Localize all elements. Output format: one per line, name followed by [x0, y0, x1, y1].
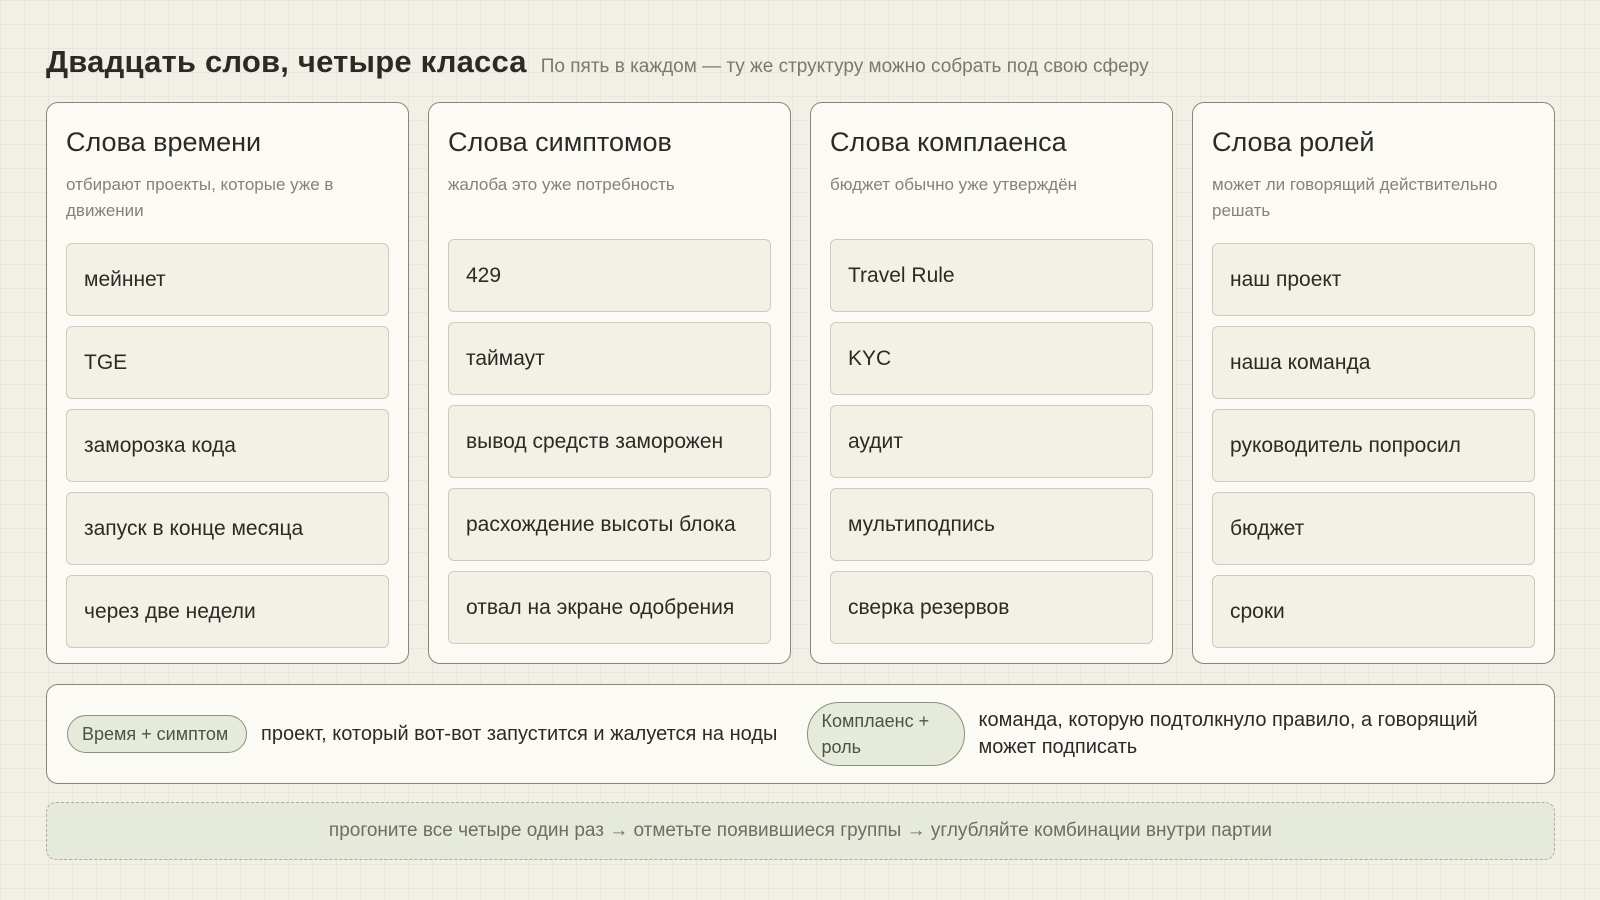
column-compliance — [810, 102, 1173, 664]
column-title: Слова комплаенса — [830, 127, 1067, 157]
combo-tag: Время + симптом — [67, 715, 247, 753]
column-title: Слова симптомов — [448, 127, 672, 157]
column-description: жалоба это уже потребность — [448, 175, 675, 194]
word-card[interactable]: KYC — [830, 322, 1153, 395]
word-card[interactable]: вывод средств заморожен — [448, 405, 771, 478]
combinations-panel — [46, 684, 1555, 784]
instruction-text: прогоните все четыре один раз → отметьте появившиеся группы → углубляйте комбинации внутри партии — [328, 820, 1273, 841]
instruction-banner — [46, 802, 1555, 860]
word-card[interactable]: сроки — [1212, 575, 1535, 648]
page-subtitle: По пять в каждом — ту же структуру можно собрать под свою сферу — [540, 56, 1149, 77]
page-header — [46, 44, 1149, 80]
word-card[interactable]: TGE — [66, 326, 389, 399]
column-description: может ли говорящий действительно решать — [1212, 175, 1498, 220]
word-card[interactable]: сверка резервов — [830, 571, 1153, 644]
word-list — [448, 239, 771, 644]
word-card[interactable]: через две недели — [66, 575, 389, 648]
word-card[interactable]: руководитель попросил — [1212, 409, 1535, 482]
column-description: отбирают проекты, которые уже в движении — [66, 175, 334, 220]
column-title: Слова времени — [66, 127, 262, 157]
combo-time-symptom — [67, 715, 795, 753]
word-card[interactable]: наша команда — [1212, 326, 1535, 399]
word-card[interactable]: наш проект — [1212, 243, 1535, 316]
word-list — [1212, 243, 1535, 648]
word-card[interactable]: мультиподпись — [830, 488, 1153, 561]
word-card[interactable]: аудит — [830, 405, 1153, 478]
word-class-columns — [46, 102, 1555, 664]
word-card[interactable]: расхождение высоты блока — [448, 488, 771, 561]
page-title: Двадцать слов, четыре класса — [46, 44, 527, 79]
combo-description: команда, которую подтолкнуло правило, а говорящий может подписать — [978, 709, 1478, 758]
word-card[interactable]: мейннет — [66, 243, 389, 316]
word-list — [830, 239, 1153, 644]
column-title: Слова ролей — [1212, 127, 1375, 157]
column-description: бюджет обычно уже утверждён — [830, 175, 1078, 194]
word-card[interactable]: бюджет — [1212, 492, 1535, 565]
word-card[interactable]: запуск в конце месяца — [66, 492, 389, 565]
combo-description: проект, который вот-вот запустится и жалуется на ноды — [261, 722, 778, 745]
word-card[interactable]: отвал на экране одобрения — [448, 571, 771, 644]
word-card[interactable]: заморозка кода — [66, 409, 389, 482]
word-card[interactable]: Travel Rule — [830, 239, 1153, 312]
column-roles — [1192, 102, 1555, 664]
combo-compliance-role — [795, 702, 1535, 766]
word-card[interactable]: таймаут — [448, 322, 771, 395]
word-card[interactable]: 429 — [448, 239, 771, 312]
column-time — [46, 102, 409, 664]
combo-tag: Комплаенс + роль — [807, 702, 965, 766]
column-symptoms — [428, 102, 791, 664]
word-list — [66, 243, 389, 648]
